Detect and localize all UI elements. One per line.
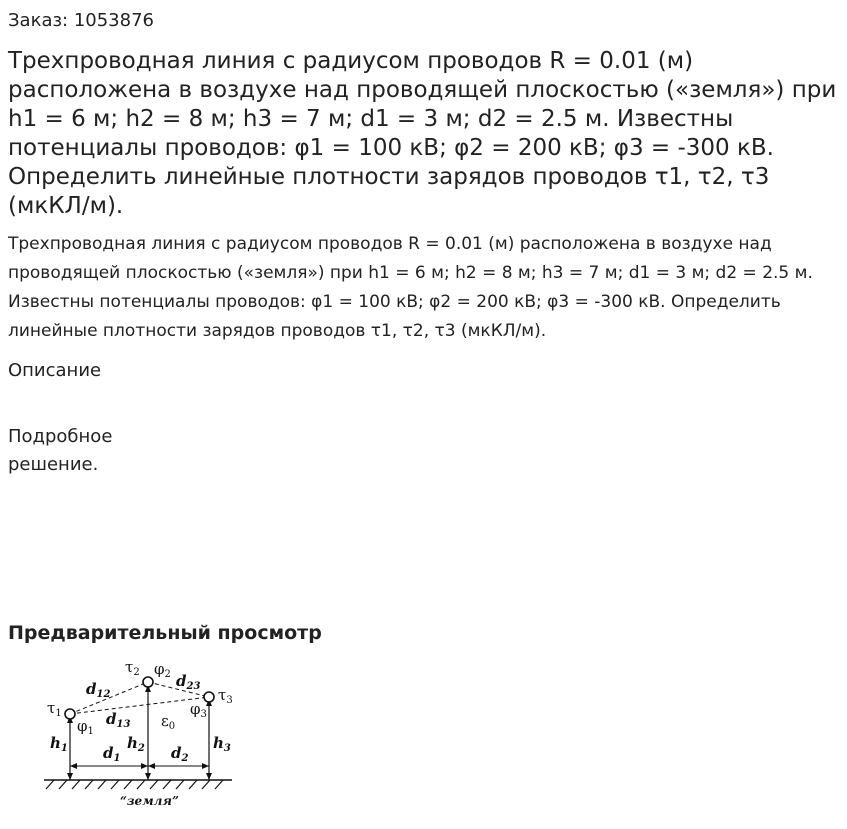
d2-right-arrow-icon xyxy=(202,763,209,769)
eps0-label: $\varepsilon_0$ xyxy=(161,712,176,732)
wire-2-icon xyxy=(143,677,153,687)
d1-right-arrow-icon xyxy=(141,763,148,769)
h3-arrow-icon xyxy=(206,773,212,780)
order-number: Заказ: 1053876 xyxy=(8,10,154,31)
h1-label: $h_1$ xyxy=(50,734,68,754)
phi2-label: $\varphi_2$ xyxy=(154,660,171,680)
tau1-label: $\tau_1$ xyxy=(47,699,62,719)
wire-3-icon xyxy=(204,692,214,702)
wire-1-icon xyxy=(65,709,75,719)
description-label: Описание xyxy=(8,360,102,381)
phi3-label: $\varphi_3$ xyxy=(190,700,207,720)
h3-label: $h_3$ xyxy=(213,734,231,754)
d2-left-arrow-icon xyxy=(148,763,155,769)
h1-arrow-icon xyxy=(67,773,73,780)
ground-hatching xyxy=(46,780,223,789)
d12-label: $d_{12}$ xyxy=(86,680,111,700)
ground-label: “земля” xyxy=(120,794,179,808)
phi1-label: $\varphi_1$ xyxy=(77,717,94,737)
problem-title: Трехпроводная линия с радиусом проводов R = 0.01 (м) расположена в воздухе над проводящей плоскостью («земля») при h1 = 6 м; h2 = 8 м; h3 = 7 м; d1 = 3 м; d2 = 2.5 м. Известны потенциалы проводов: φ1 = 100 кВ; φ2 = 200 кВ; φ3 = -300 кВ. Определить линейные плотности зарядов проводов τ1, τ2, τ3 (мкКЛ/м). xyxy=(8,48,837,219)
h2-label: $h_2$ xyxy=(127,734,145,754)
d1-label: $d_1$ xyxy=(103,744,121,764)
description-detail: Подробное решение. xyxy=(8,426,113,475)
d13-label: $d_{13}$ xyxy=(106,710,131,730)
d1-left-arrow-icon xyxy=(70,763,77,769)
preview-diagram xyxy=(40,656,240,816)
d2-label: $d_2$ xyxy=(171,744,189,764)
tau2-label: $\tau_2$ xyxy=(125,658,140,678)
d23-label: $d_{23}$ xyxy=(176,672,201,692)
tau3-label: $\tau_3$ xyxy=(218,686,233,706)
h2-arrow-icon xyxy=(145,773,151,780)
problem-text: Трехпроводная линия с радиусом проводов R = 0.01 (м) расположена в воздухе над проводящей плоскостью («земля») при h1 = 6 м; h2 = 8 м; h3 = 7 м; d1 = 3 м; d2 = 2.5 м. Известны потенциалы проводов: φ1 = 100 кВ; φ2 = 200 кВ; φ3 = -300 кВ. Определить линейные плотности зарядов проводов τ1, τ2, τ3 (мкКЛ/м). xyxy=(8,234,813,341)
preview-heading: Предварительный просмотр xyxy=(8,622,322,644)
